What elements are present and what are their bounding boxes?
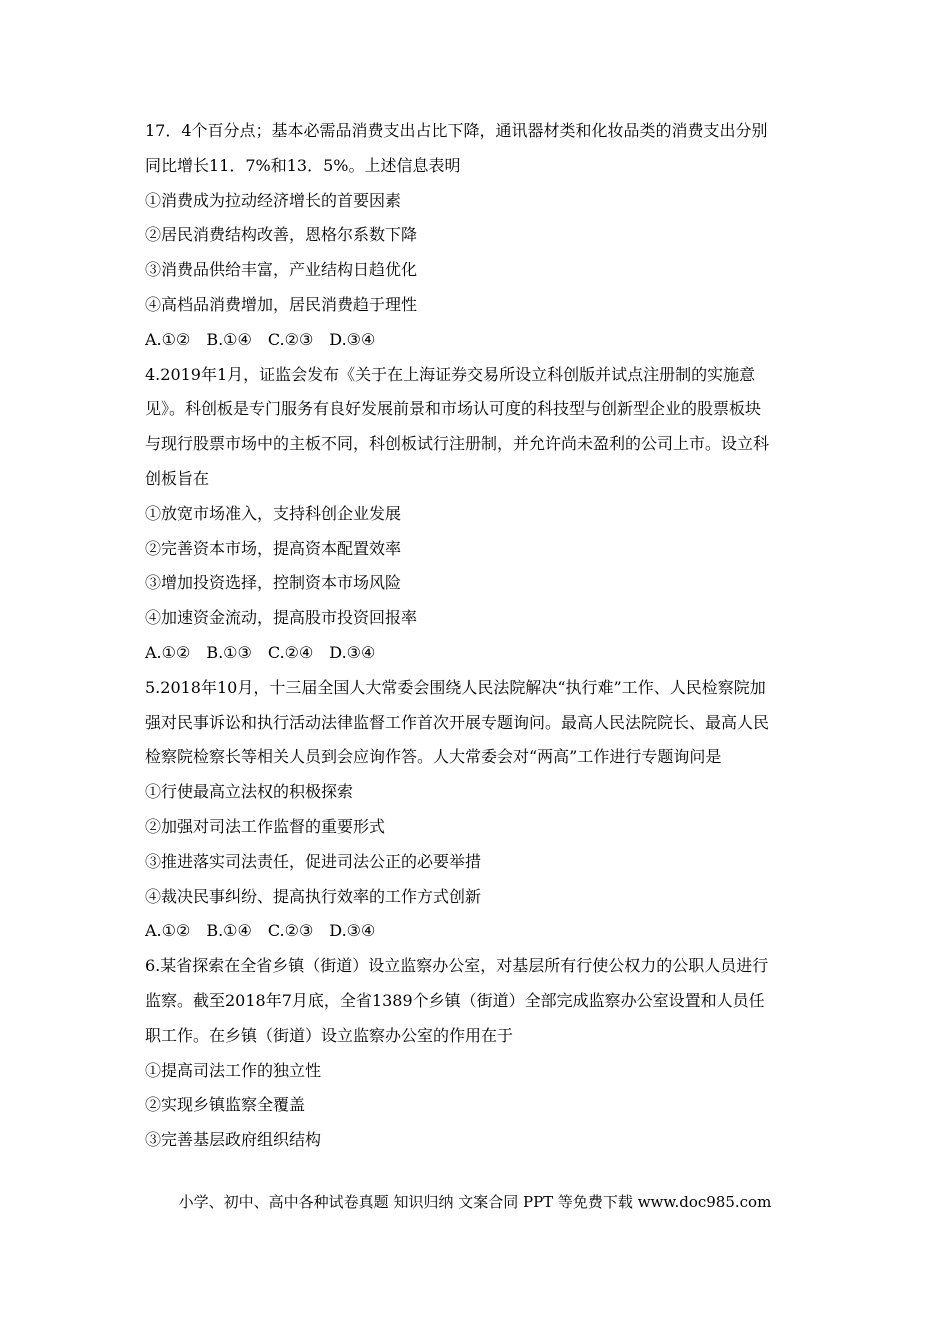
text-line: ①放宽市场准入，支持科创企业发展 (145, 503, 402, 523)
question-5-stem: 5.2018年10月，十三届全国人大常委会围绕人民法院解决“执行难”工作、人民检察院加 (145, 677, 766, 697)
answer-options: A.①② B.①③ C.②④ D.③④ (145, 642, 376, 662)
text-line: ②居民消费结构改善，恩格尔系数下降 (145, 225, 418, 245)
text-line: ③推进落实司法责任，促进司法公正的必要举措 (145, 851, 482, 871)
text-line: ③完善基层政府组织结构 (145, 1130, 322, 1150)
text-line: ④裁决民事纠纷、提高执行效率的工作方式创新 (145, 886, 482, 906)
text-line: 与现行股票市场中的主板不同，科创板试行注册制，并允许尚未盈利的公司上市。设立科 (145, 434, 770, 454)
text-line: ④加速资金流动，提高股市投资回报率 (145, 608, 418, 628)
text-line: 同比增长11．7%和13．5%。上述信息表明 (145, 155, 461, 175)
text-line: ④高档品消费增加，居民消费趋于理性 (145, 294, 418, 314)
text-line: 强对民事诉讼和执行活动法律监督工作首次开展专题询问。最高人民法院院长、最高人民 (145, 712, 770, 732)
answer-options: A.①② B.①④ C.②③ D.③④ (145, 329, 376, 349)
question-6-stem: 6.某省探索在全省乡镇（街道）设立监察办公室，对基层所有行使公权力的公职人员进行 (145, 956, 769, 976)
text-line: 监察。截至2018年7月底，全省1389个乡镇（街道）全部完成监察办公室设置和人员任 (145, 990, 765, 1010)
text-line: ③增加投资选择，控制资本市场风险 (145, 573, 402, 593)
answer-options: A.①② B.①④ C.②③ D.③④ (145, 921, 376, 941)
text-line: 见》。科创板是专门服务有良好发展前景和市场认可度的科技型与创新型企业的股票板块 (145, 399, 762, 419)
text-line: ②实现乡镇监察全覆盖 (145, 1095, 306, 1115)
text-line: ①提高司法工作的独立性 (145, 1060, 322, 1080)
text-line: ①消费成为拉动经济增长的首要因素 (145, 190, 402, 210)
text-line: ②加强对司法工作监督的重要形式 (145, 816, 386, 836)
text-line: 检察院检察长等相关人员到会应询作答。人大常委会对“两高”工作进行专题询问是 (145, 747, 722, 767)
text-line: 职工作。在乡镇（街道）设立监察办公室的作用在于 (145, 1025, 514, 1045)
text-line: ①行使最高立法权的积极探索 (145, 782, 354, 802)
page-footer: 小学、初中、高中各种试卷真题 知识归纳 文案合同 PPT 等免费下载 www.doc985.com (178, 1193, 772, 1211)
question-4-stem: 4.2019年1月，证监会发布《关于在上海证券交易所设立科创版并试点注册制的实施意 (145, 364, 756, 384)
text-line: 17．4个百分点；基本必需品消费支出占比下降，通讯器材类和化妆品类的消费支出分别 (145, 121, 768, 140)
text-line: 创板旨在 (145, 468, 210, 488)
text-line: ②完善资本市场，提高资本配置效率 (145, 538, 402, 558)
text-line: ③消费品供给丰富，产业结构日趋优化 (145, 260, 418, 280)
document-body (145, 114, 810, 1158)
